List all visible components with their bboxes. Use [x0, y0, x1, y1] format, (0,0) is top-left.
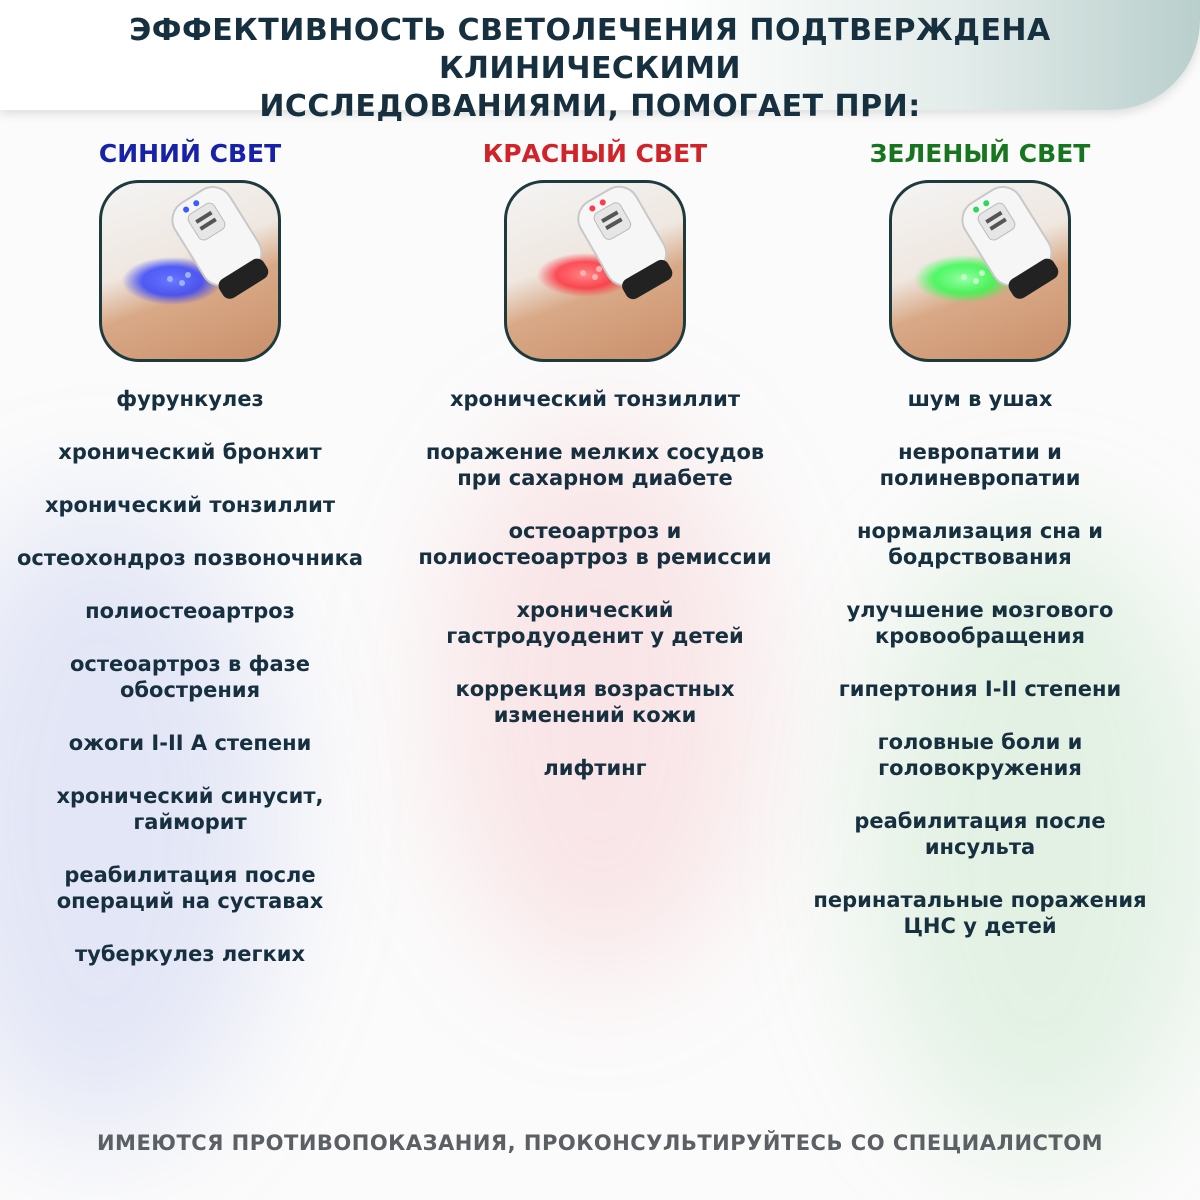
- list-item: хронический тонзиллит: [44, 493, 335, 517]
- list-item: гипертония I-II степени: [838, 677, 1122, 701]
- list-item: шум в ушах: [907, 387, 1053, 411]
- page-title: [0, 12, 1180, 126]
- list-item: улучшение мозгового кровообращения: [846, 598, 1114, 648]
- device-red-icon: [507, 183, 683, 359]
- column-blue-light: [0, 138, 380, 994]
- list-item: остеохондроз позвоночника: [17, 546, 363, 570]
- device-blue-icon: [102, 183, 278, 359]
- list-item: хронический тонзиллит: [449, 387, 740, 411]
- column-green-light: [790, 138, 1170, 966]
- list-item: остеоартроз и полиостеоартроз в ремиссии: [418, 519, 772, 569]
- list-item: хронический гастродуоденит у детей: [446, 598, 744, 648]
- conditions-list-red: [415, 386, 775, 781]
- device-photo-blue: [99, 180, 281, 362]
- list-item: туберкулез легких: [75, 942, 305, 966]
- list-item: фурункулез: [116, 387, 264, 411]
- list-item: хронический синусит, гайморит: [56, 784, 324, 834]
- header-banner: [0, 0, 1200, 124]
- column-red-light: [405, 138, 785, 808]
- list-item: головные боли и головокружения: [877, 730, 1083, 780]
- page-title-line1: ЭФФЕКТИВНОСТЬ СВЕТОЛЕЧЕНИЯ ПОДТВЕРЖДЕНА КЛИНИЧЕСКИМИ: [129, 13, 1051, 86]
- column-title-red: КРАСНЫЙ СВЕТ: [482, 139, 708, 168]
- list-item: реабилитация после операций на суставах: [56, 863, 324, 913]
- list-item: ожоги I-II А степени: [68, 731, 312, 755]
- device-photo-red: [504, 180, 686, 362]
- column-title-green: ЗЕЛЕНЫЙ СВЕТ: [869, 139, 1091, 168]
- list-item: нормализация сна и бодрствования: [856, 519, 1103, 569]
- list-item: остеоартроз в фазе обострения: [69, 652, 311, 702]
- list-item: невропатии и полиневропатии: [879, 440, 1081, 490]
- list-item: перинатальные поражения ЦНС у детей: [813, 888, 1147, 938]
- list-item: реабилитация после инсульта: [854, 809, 1106, 859]
- conditions-list-blue: [10, 386, 370, 967]
- list-item: хронический бронхит: [58, 440, 322, 464]
- device-photo-green: [889, 180, 1071, 362]
- page-title-line2: ИССЛЕДОВАНИЯМИ, ПОМОГАЕТ ПРИ:: [259, 89, 921, 124]
- list-item: поражение мелких сосудов при сахарном диабете: [425, 440, 765, 490]
- disclaimer-footer: ИМЕЮТСЯ ПРОТИВОПОКАЗАНИЯ, ПРОКОНСУЛЬТИРУЙТЕСЬ СО СПЕЦИАЛИСТОМ: [96, 1131, 1104, 1155]
- list-item: лифтинг: [543, 756, 647, 780]
- list-item: коррекция возрастных изменений кожи: [455, 677, 735, 727]
- conditions-list-green: [800, 386, 1160, 939]
- column-title-blue: СИНИЙ СВЕТ: [98, 139, 282, 168]
- device-green-icon: [892, 183, 1068, 359]
- list-item: полиостеоартроз: [85, 599, 295, 623]
